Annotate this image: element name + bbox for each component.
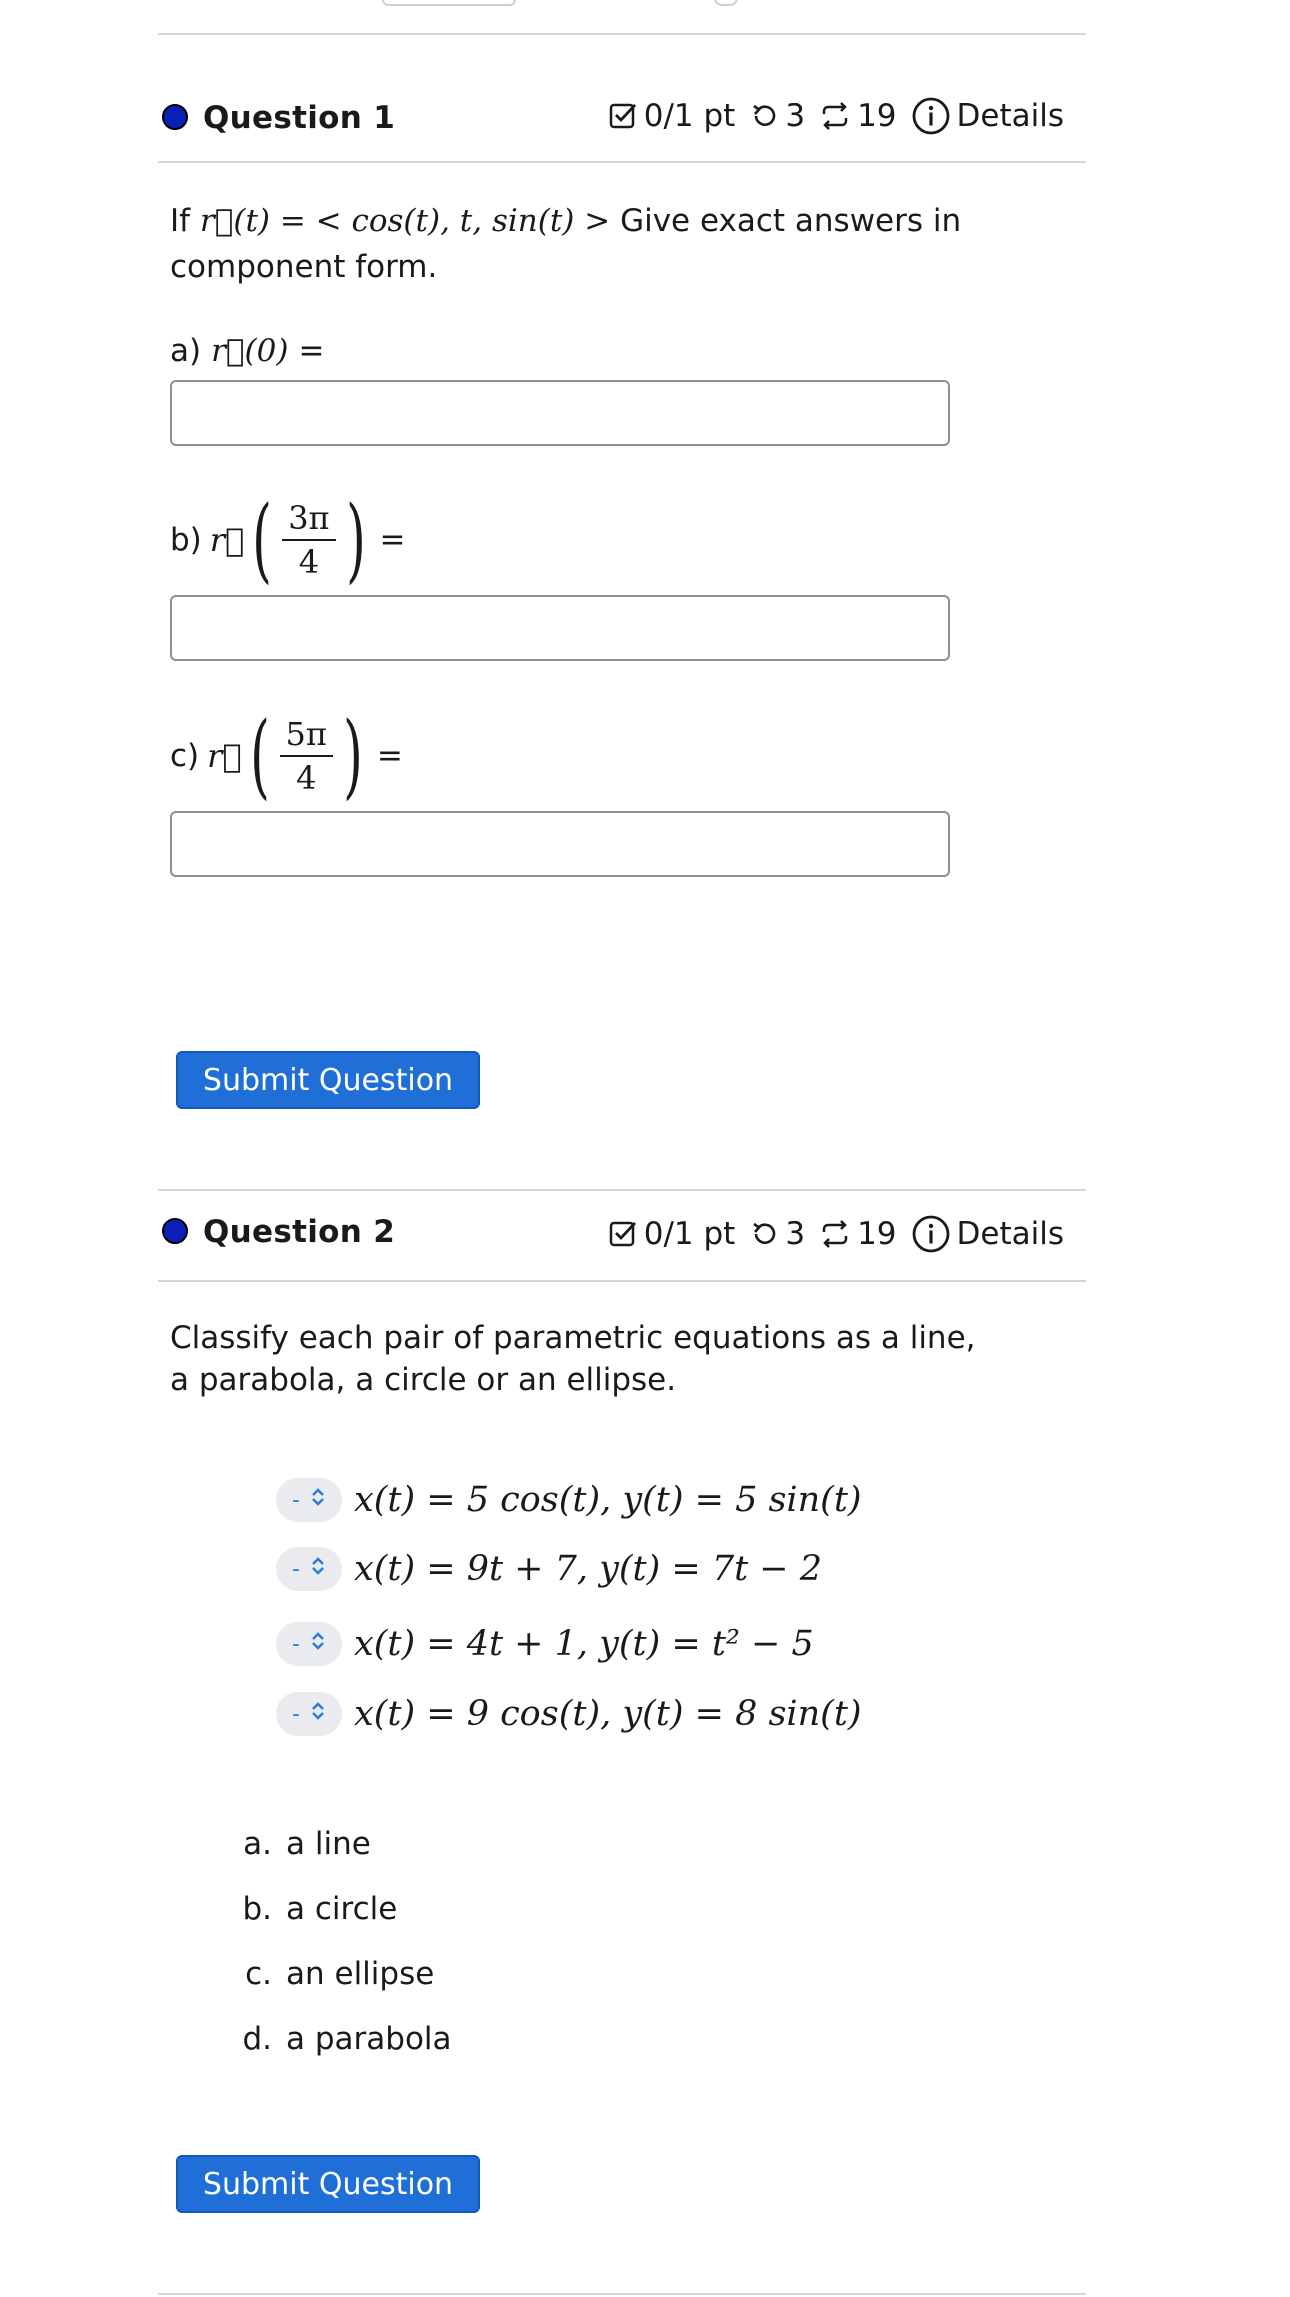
attempts: [819, 98, 896, 134]
retries: [749, 1216, 805, 1252]
choice-text: a line: [286, 1826, 371, 1862]
question-title: Question 2: [203, 1214, 396, 1250]
checkbox-icon: [608, 1219, 638, 1249]
part-c-label: [170, 702, 403, 809]
submit-question-1-button[interactable]: Submit Question: [176, 1051, 480, 1109]
score-text: 0/1 pt: [643, 1216, 736, 1252]
attempts-count: 19: [857, 98, 897, 134]
classify-row: [276, 1616, 814, 1672]
retries-count: 3: [785, 1216, 806, 1252]
equals-sign: =: [379, 522, 406, 558]
previous-control-edge: [714, 0, 738, 6]
right-paren: ): [343, 702, 363, 809]
undo-icon: [749, 101, 779, 131]
status-dot: [162, 104, 188, 130]
parametric-equation: x(t) = 9t + 7, y(t) = 7t − 2: [354, 1549, 823, 1589]
choice-item: [222, 1891, 397, 1927]
part-func: r⃗: [207, 737, 242, 775]
select-value[interactable]: -: [292, 1701, 300, 1727]
fraction: [280, 715, 333, 797]
select-value[interactable]: -: [292, 1487, 300, 1513]
retries: [749, 98, 805, 134]
equals-sign: =: [376, 738, 403, 774]
choice-letter: a.: [243, 1826, 272, 1862]
attempts-count: 19: [857, 1216, 897, 1252]
equals-sign: =: [298, 333, 325, 369]
details-link[interactable]: [911, 1214, 1064, 1254]
denominator: 4: [298, 543, 320, 581]
left-paren: (: [252, 486, 273, 593]
select-value[interactable]: -: [292, 1556, 300, 1582]
previous-control-edge: [382, 0, 516, 6]
denominator: 4: [296, 759, 317, 797]
part-letter: c): [170, 738, 200, 774]
question-meta: [594, 1214, 1064, 1254]
part-letter: b): [170, 522, 202, 558]
part-a-answer-input[interactable]: [170, 380, 950, 446]
choice-letter: c.: [245, 1956, 272, 1992]
choice-text: a parabola: [286, 2021, 452, 2057]
part-func: r⃗: [209, 521, 245, 559]
part-c-answer-input[interactable]: [170, 811, 950, 877]
part-b-label: [170, 486, 406, 593]
divider: [158, 1280, 1086, 1282]
updown-chevron-icon[interactable]: [310, 1701, 326, 1727]
details-label[interactable]: Details: [956, 98, 1064, 134]
part-a-label: [170, 328, 324, 374]
undo-icon: [749, 1219, 779, 1249]
question-title: Question 1: [203, 100, 396, 136]
repeat-icon: [819, 101, 851, 131]
info-icon[interactable]: [911, 1214, 951, 1254]
choice-item: [222, 2021, 452, 2057]
question-meta: [594, 96, 1064, 136]
checkbox-icon: [608, 101, 638, 131]
divider: [158, 2293, 1086, 2295]
select-value[interactable]: -: [292, 1631, 300, 1657]
choice-text: an ellipse: [286, 1956, 435, 1992]
part-letter: a): [170, 333, 202, 369]
prompt-math: r⃗(t) = < cos(t), t, sin(t) >: [199, 203, 611, 239]
choice-item: [222, 1826, 371, 1862]
updown-chevron-icon[interactable]: [310, 1556, 326, 1582]
choice-letter: b.: [242, 1891, 272, 1927]
fraction: [282, 499, 335, 581]
classification-select[interactable]: [276, 1547, 342, 1591]
right-paren: ): [345, 486, 366, 593]
score: [608, 98, 736, 134]
question-1-header: [158, 72, 1086, 162]
numerator: 3π: [282, 499, 335, 541]
question-2-prompt: Classify each pair of parametric equations as a line, a parabola, a circle or an ellipse.: [170, 1320, 976, 1398]
left-paren: (: [249, 702, 270, 809]
question-1-prompt: [170, 198, 1070, 290]
repeat-icon: [819, 1219, 851, 1249]
prompt-prefix: If: [170, 203, 191, 239]
numerator: 5π: [280, 715, 333, 757]
submit-question-2-button[interactable]: Submit Question: [176, 2155, 480, 2213]
classify-row: [276, 1472, 862, 1528]
attempts: [819, 1216, 896, 1252]
question-2-header: [158, 1190, 1086, 1280]
status-dot: [162, 1218, 188, 1244]
parametric-equation: x(t) = 5 cos(t), y(t) = 5 sin(t): [354, 1480, 862, 1520]
classification-select[interactable]: [276, 1478, 342, 1522]
parametric-equation: x(t) = 9 cos(t), y(t) = 8 sin(t): [354, 1694, 862, 1734]
divider: [158, 161, 1086, 163]
updown-chevron-icon[interactable]: [310, 1631, 326, 1657]
details-link[interactable]: [911, 96, 1064, 136]
classify-row: [276, 1686, 862, 1742]
classification-select[interactable]: [276, 1692, 342, 1736]
choice-text: a circle: [286, 1891, 398, 1927]
part-b-answer-input[interactable]: [170, 595, 950, 661]
divider: [158, 33, 1086, 35]
details-label[interactable]: Details: [956, 1216, 1064, 1252]
info-icon[interactable]: [911, 96, 951, 136]
classification-select[interactable]: [276, 1622, 342, 1666]
score-text: 0/1 pt: [643, 98, 736, 134]
updown-chevron-icon[interactable]: [310, 1487, 326, 1513]
choice-item: [222, 1956, 434, 1992]
score: [608, 1216, 736, 1252]
prompt-suffix: Give exact answers in component form.: [170, 203, 962, 285]
parametric-equation: x(t) = 4t + 1, y(t) = t² − 5: [354, 1624, 814, 1664]
retries-count: 3: [785, 98, 806, 134]
part-math: r⃗(0): [211, 333, 289, 369]
classify-row: [276, 1541, 822, 1597]
choice-letter: d.: [242, 2021, 272, 2057]
